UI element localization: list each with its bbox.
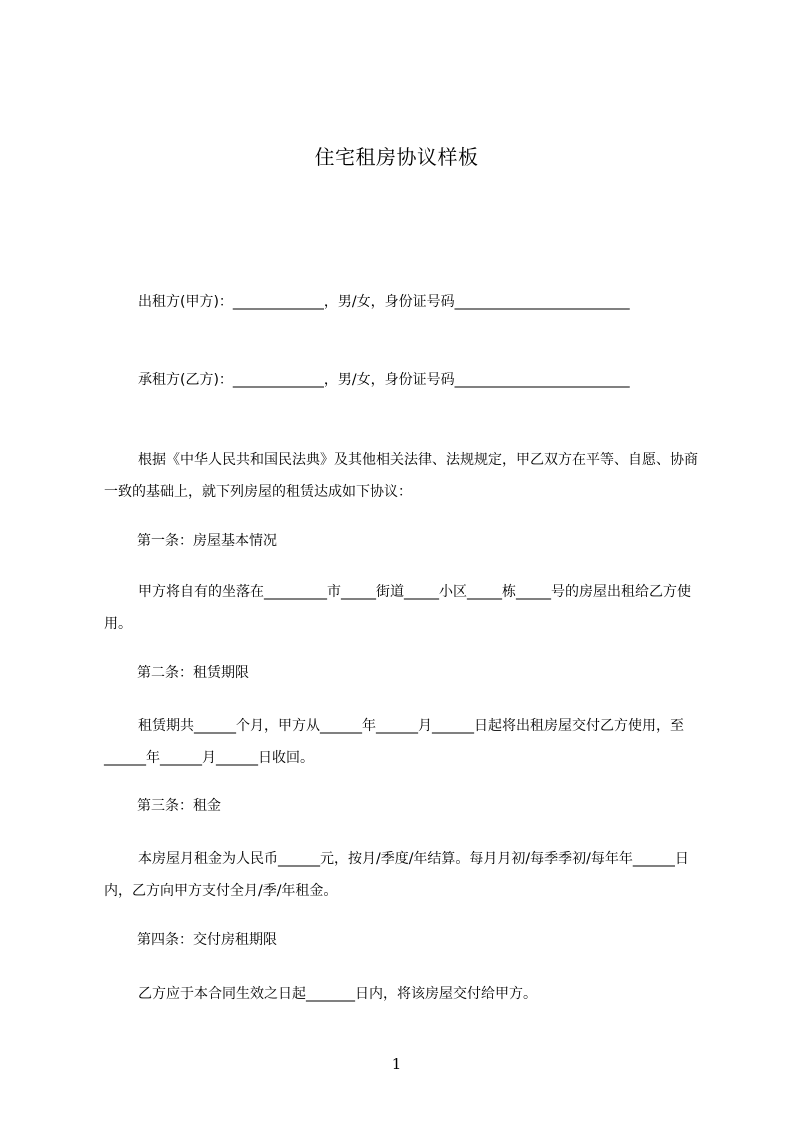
document-title: 住宅租房协议样板 (314, 145, 479, 169)
article-4-heading: 第四条：交付房租期限 (137, 932, 277, 948)
lessee-line: 承租方(乙方)：_____________，男/女，身份证号码_________________________ (138, 372, 630, 388)
preamble-paragraph: 根据《中华人民共和国民法典》及其他相关法律、法规规定，甲乙双方在平等、自愿、协商一致的基础上，就下列房屋的租赁达成如下协议： (104, 452, 698, 500)
page-number: 1 (391, 1055, 402, 1073)
lessor-line: 出租方(甲方)：_____________，男/女，身份证号码_________________________ (138, 294, 630, 310)
article-3-heading: 第三条：租金 (137, 798, 221, 814)
article-3-body: 本房屋月租金为人民币______元，按月/季度/年结算。每月月初/每季季初/每年年______日内，乙方向甲方支付全月/季/年租金。 (104, 851, 689, 899)
article-4-body: 乙方应于本合同生效之日起_______日内，将该房屋交付给甲方。 (138, 986, 537, 1002)
article-2-heading: 第二条：租赁期限 (137, 665, 249, 681)
article-1-body: 甲方将自有的坐落在_________市_____街道_____小区_____栋_____号的房屋出租给乙方使用。 (104, 584, 691, 632)
article-1-heading: 第一条：房屋基本情况 (137, 533, 277, 549)
article-2-body: 租赁期共______个月，甲方从______年______月______日起将出租房屋交付乙方使用，至______年______月______日收回。 (104, 718, 684, 766)
